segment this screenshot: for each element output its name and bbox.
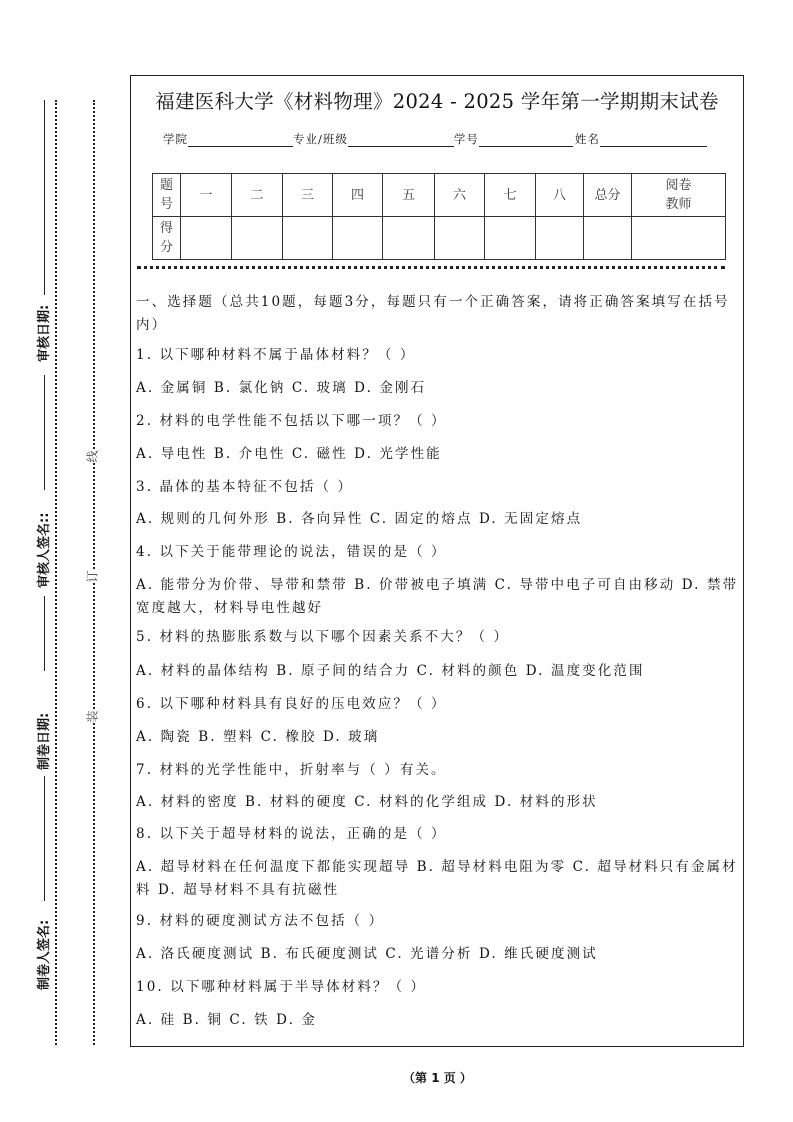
score-cell[interactable] [632, 217, 726, 260]
column-header: 八 [536, 174, 584, 217]
column-header: 六 [435, 174, 485, 217]
bind-mark-bind: 装 [85, 710, 100, 723]
score-cell[interactable] [232, 217, 283, 260]
dotted-divider [137, 266, 725, 269]
name-label: 姓名 [574, 132, 600, 146]
student-id-label: 学号 [453, 132, 479, 146]
question-5: 5. 材料的热膨胀系数与以下哪个因素关系不大？（ ） [136, 629, 510, 645]
score-cell[interactable] [435, 217, 485, 260]
major-class-label: 专业/班级 [293, 132, 348, 146]
bind-mark-line: 线 [85, 450, 100, 463]
question-4-options: A. 能带分为价带、导带和禁带 B. 价带被电子填满 C. 导带中电子可自由移动 D. 禁带宽度越大，材料导电性越好 [136, 577, 739, 616]
column-header: 七 [485, 174, 536, 217]
college-label: 学院 [163, 132, 188, 146]
review-date-label: 审核日期: [37, 304, 52, 362]
question-7-options: A. 材料的密度 B. 材料的硬度 C. 材料的化学组成 D. 材料的形状 [136, 794, 598, 810]
maker-signature-line [44, 776, 45, 901]
score-label-cell: 得分 [153, 217, 181, 260]
column-header: 五 [383, 174, 435, 217]
question-6: 6. 以下哪种材料具有良好的压电效应？（ ） [136, 696, 447, 712]
student-info-row [163, 131, 707, 147]
question-1: 1. 以下哪种材料不属于晶体材料？（ ） [136, 347, 416, 363]
question-9-options: A. 洛氏硬度测试 B. 布氏硬度测试 C. 光谱分析 D. 维氏硬度测试 [136, 946, 598, 962]
maker-date-label: 制卷日期: [37, 712, 52, 770]
column-header: 三 [283, 174, 333, 217]
score-cell[interactable] [383, 217, 435, 260]
review-date-line [44, 100, 45, 295]
question-2: 2. 材料的电学性能不包括以下哪一项？（ ） [136, 413, 447, 429]
question-10-options: A. 硅 B. 铜 C. 铁 D. 金 [136, 1012, 317, 1028]
question-6-options: A. 陶瓷 B. 塑料 C. 橡胶 D. 玻璃 [136, 729, 380, 745]
column-header: 二 [232, 174, 283, 217]
major-class-field[interactable] [348, 132, 454, 147]
score-cell[interactable] [536, 217, 584, 260]
score-cell[interactable] [584, 217, 632, 260]
question-1-options: A. 金属铜 B. 氯化钠 C. 玻璃 D. 金刚石 [136, 380, 427, 396]
reviewer-signature-line [44, 375, 45, 490]
question-5-options: A. 材料的晶体结构 B. 原子间的结合力 C. 材料的颜色 D. 温度变化范围 [136, 663, 645, 679]
question-2-options: A. 导电性 B. 介电性 C. 磁性 D. 光学性能 [136, 446, 442, 462]
binding-dotted-line-outer [55, 100, 57, 1045]
column-header: 阅卷教师 [632, 174, 726, 217]
name-field[interactable] [600, 132, 707, 147]
bind-mark-staple: 订 [85, 570, 100, 583]
question-8-options: A. 超导材料在任何温度下都能实现超导 B. 超导材料电阻为零 C. 超导材料只有金属材料 D. 超导材料不具有抗磁性 [136, 859, 738, 898]
question-8: 8. 以下关于超导材料的说法，正确的是（ ） [136, 826, 447, 842]
college-field[interactable] [188, 132, 293, 147]
column-header: 总分 [584, 174, 632, 217]
column-header: 一 [181, 174, 232, 217]
score-cell[interactable] [181, 217, 232, 260]
question-4: 4. 以下关于能带理论的说法，错误的是（ ） [136, 544, 447, 560]
header-label-cell: 题号 [153, 174, 181, 217]
exam-title: 福建医科大学《材料物理》2024 - 2025 学年第一学期期末试卷 [155, 90, 719, 113]
score-cell[interactable] [333, 217, 383, 260]
page-number: （第 1 页 ） [403, 1071, 472, 1085]
student-id-field[interactable] [479, 132, 573, 147]
maker-signature-label: 制卷人签名: [37, 919, 52, 990]
score-table [152, 173, 726, 260]
reviewer-signature-label: 审核人签名:: [37, 512, 52, 588]
question-3-options: A. 规则的几何外形 B. 各向异性 C. 固定的熔点 D. 无固定熔点 [136, 511, 583, 527]
section-heading: 一、选择题（总共10题，每题3分，每题只有一个正确答案，请将正确答案填写在括号内） [136, 294, 730, 333]
question-3: 3. 晶体的基本特征不包括（ ） [136, 479, 354, 495]
score-cell[interactable] [283, 217, 333, 260]
question-10: 10. 以下哪种材料属于半导体材料？（ ） [136, 979, 427, 995]
maker-date-line [44, 596, 45, 671]
score-cell[interactable] [485, 217, 536, 260]
question-9: 9. 材料的硬度测试方法不包括（ ） [136, 913, 385, 929]
question-7: 7. 材料的光学性能中，折射率与（ ）有关。 [136, 762, 447, 778]
column-header: 四 [333, 174, 383, 217]
